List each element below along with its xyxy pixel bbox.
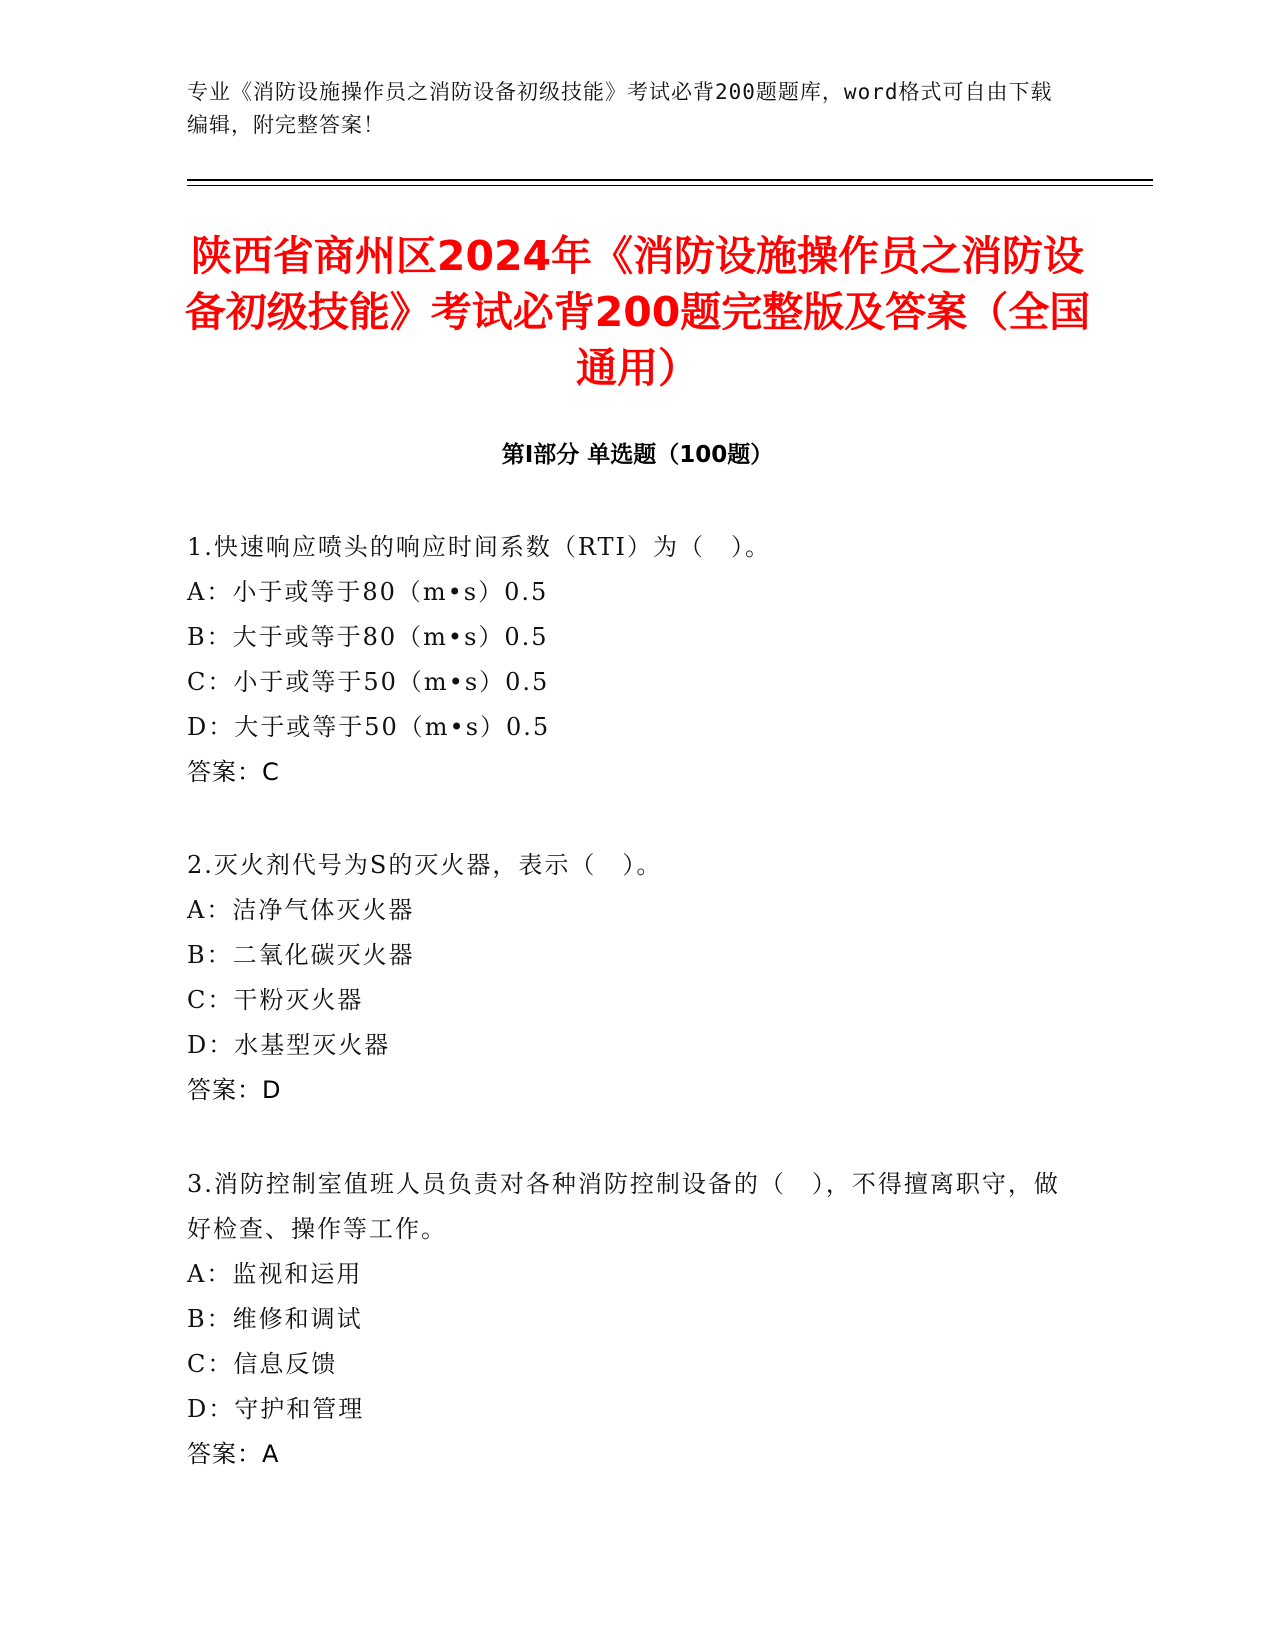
answer-line: 答案：D	[187, 1076, 282, 1104]
question-block	[187, 525, 1067, 795]
question-stem: 3.消防控制室值班人员负责对各种消防控制设备的（ ），不得擅离职守，做好检查、操作等工作。	[187, 1170, 1060, 1243]
option-c: C：小于或等于50（m•s）0.5	[187, 668, 550, 696]
option-d: D：大于或等于50（m•s）0.5	[187, 713, 551, 741]
option-a: A：洁净气体灭火器	[187, 896, 415, 924]
answer-line: 答案：A	[187, 1440, 280, 1468]
option-d: D：守护和管理	[187, 1395, 365, 1423]
question-stem: 2.灭火剂代号为S的灭火器，表示（ ）。	[187, 851, 663, 879]
section-heading: 第I部分 单选题（100题）	[501, 442, 774, 468]
option-c: C：信息反馈	[187, 1350, 338, 1378]
header-note: 专业《消防设施操作员之消防设备初级技能》考试必背200题题库，word格式可自由下载编辑，附完整答案！	[187, 80, 1053, 137]
question-block	[187, 1162, 1067, 1477]
question-block	[187, 843, 1067, 1113]
option-b: B：维修和调试	[187, 1305, 363, 1333]
header-divider-thin	[187, 185, 1153, 186]
answer-line: 答案：C	[187, 758, 280, 786]
option-c: C：干粉灭火器	[187, 986, 364, 1014]
option-b: B：大于或等于80（m•s）0.5	[187, 623, 549, 651]
option-d: D：水基型灭火器	[187, 1031, 391, 1059]
document-title: 陕西省商州区2024年《消防设施操作员之消防设备初级技能》考试必背200题完整版及答案（全国通用）	[184, 232, 1091, 392]
option-a: A：小于或等于80（m•s）0.5	[187, 578, 549, 606]
option-a: A：监视和运用	[187, 1260, 363, 1288]
option-b: B：二氧化碳灭火器	[187, 941, 415, 969]
header-divider-thick	[187, 179, 1153, 181]
question-stem: 1.快速响应喷头的响应时间系数（RTI）为（ ）。	[187, 533, 772, 561]
